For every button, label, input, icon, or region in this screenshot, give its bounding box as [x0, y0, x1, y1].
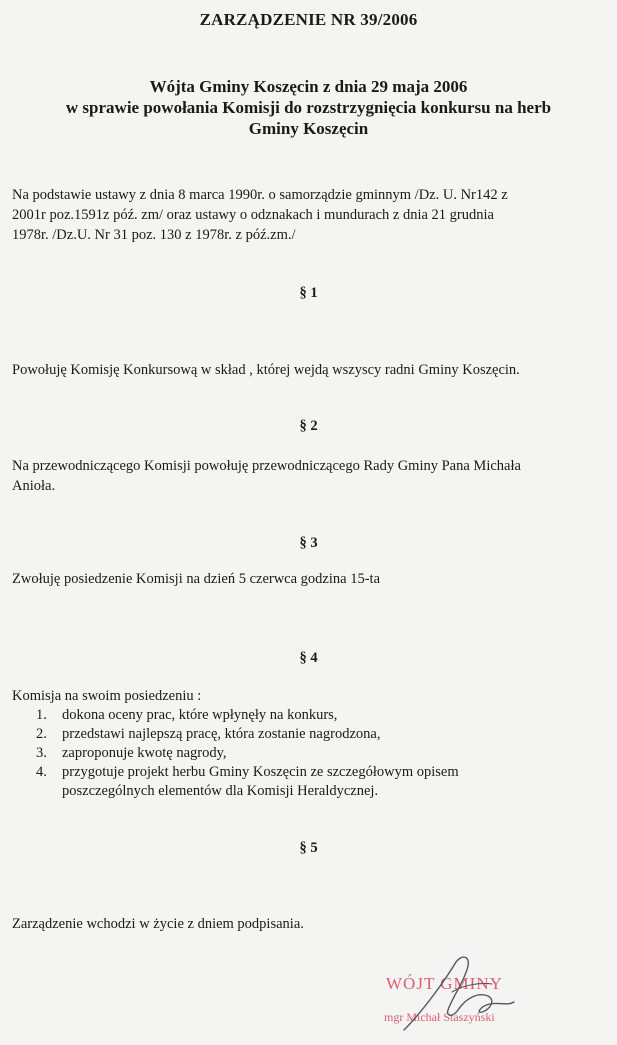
- text-line: 2001r poz.1591z póź. zm/ oraz ustawy o odznakach i mundurach z dnia 21 grudnia: [12, 207, 494, 223]
- text-line: Zarządzenie wchodzi w życie z dniem podpisania.: [12, 916, 304, 932]
- signatory-name: mgr Michał Staszyński: [384, 1010, 495, 1024]
- section-mark-2: § 2: [299, 418, 318, 434]
- section-4-list: [12, 687, 459, 801]
- subtitle-line: Wójta Gminy Koszęcin z dnia 29 maja 2006: [149, 77, 468, 96]
- text-line: Zwołuję posiedzenie Komisji na dzień 5 czerwca godzina 15-ta: [12, 571, 381, 587]
- document-subtitle: [0, 76, 617, 139]
- text-line: Anioła.: [12, 478, 56, 494]
- section-mark-1: § 1: [299, 285, 318, 301]
- list-item-number: 4.: [36, 764, 47, 780]
- section-3-text: [12, 569, 380, 589]
- text-line: Na podstawie ustawy z dnia 8 marca 1990r. o samorządzie gminnym /Dz. U. Nr142 z: [12, 187, 508, 203]
- list-item-text: przygotuje projekt herbu Gminy Koszęcin ze szczegółowym opisem: [62, 764, 459, 780]
- list-item-text: przedstawi najlepszą pracę, która zostanie nagrodzona,: [62, 726, 381, 742]
- list-item: [12, 744, 459, 763]
- legal-basis-paragraph: [12, 185, 607, 245]
- document-title: ZARZĄDZENIE NR 39/2006: [199, 10, 418, 29]
- list-item-number: 2.: [36, 726, 47, 742]
- text-line: 1978r. /Dz.U. Nr 31 poz. 130 z 1978r. z póź.zm./: [12, 227, 296, 243]
- list-item: [12, 763, 459, 801]
- list-item: [12, 725, 459, 744]
- signature-block: [382, 952, 602, 1032]
- list-item: [12, 706, 459, 725]
- handwritten-signature: [382, 952, 602, 1032]
- list-item-number: 3.: [36, 745, 47, 761]
- section-mark-3: § 3: [299, 535, 318, 551]
- section-1-text: [12, 360, 520, 380]
- text-line: Na przewodniczącego Komisji powołuję przewodniczącego Rady Gminy Pana Michała: [12, 458, 521, 474]
- section-5-text: [12, 914, 304, 934]
- text-line: Powołuję Komisję Konkursową w skład , której wejdą wszyscy radni Gminy Koszęcin.: [12, 362, 520, 378]
- list-intro: Komisja na swoim posiedzeniu :: [12, 688, 202, 704]
- section-mark-4: § 4: [299, 650, 318, 666]
- section-2-text: [12, 456, 521, 496]
- list-item-text: poszczególnych elementów dla Komisji Heraldycznej.: [62, 783, 379, 799]
- ordered-list: [12, 706, 459, 801]
- stamp-text: WÓJT GMINY: [386, 974, 503, 993]
- subtitle-line: w sprawie powołania Komisji do rozstrzygnięcia konkursu na herb: [65, 98, 552, 117]
- list-item-number: 1.: [36, 707, 47, 723]
- subtitle-line: Gminy Koszęcin: [248, 119, 369, 138]
- list-item-text: dokona oceny prac, które wpłynęły na konkurs,: [62, 707, 338, 723]
- signature-stroke: [404, 957, 514, 1030]
- list-item-text: zaproponuje kwotę nagrody,: [62, 745, 227, 761]
- section-mark-5: § 5: [299, 840, 318, 856]
